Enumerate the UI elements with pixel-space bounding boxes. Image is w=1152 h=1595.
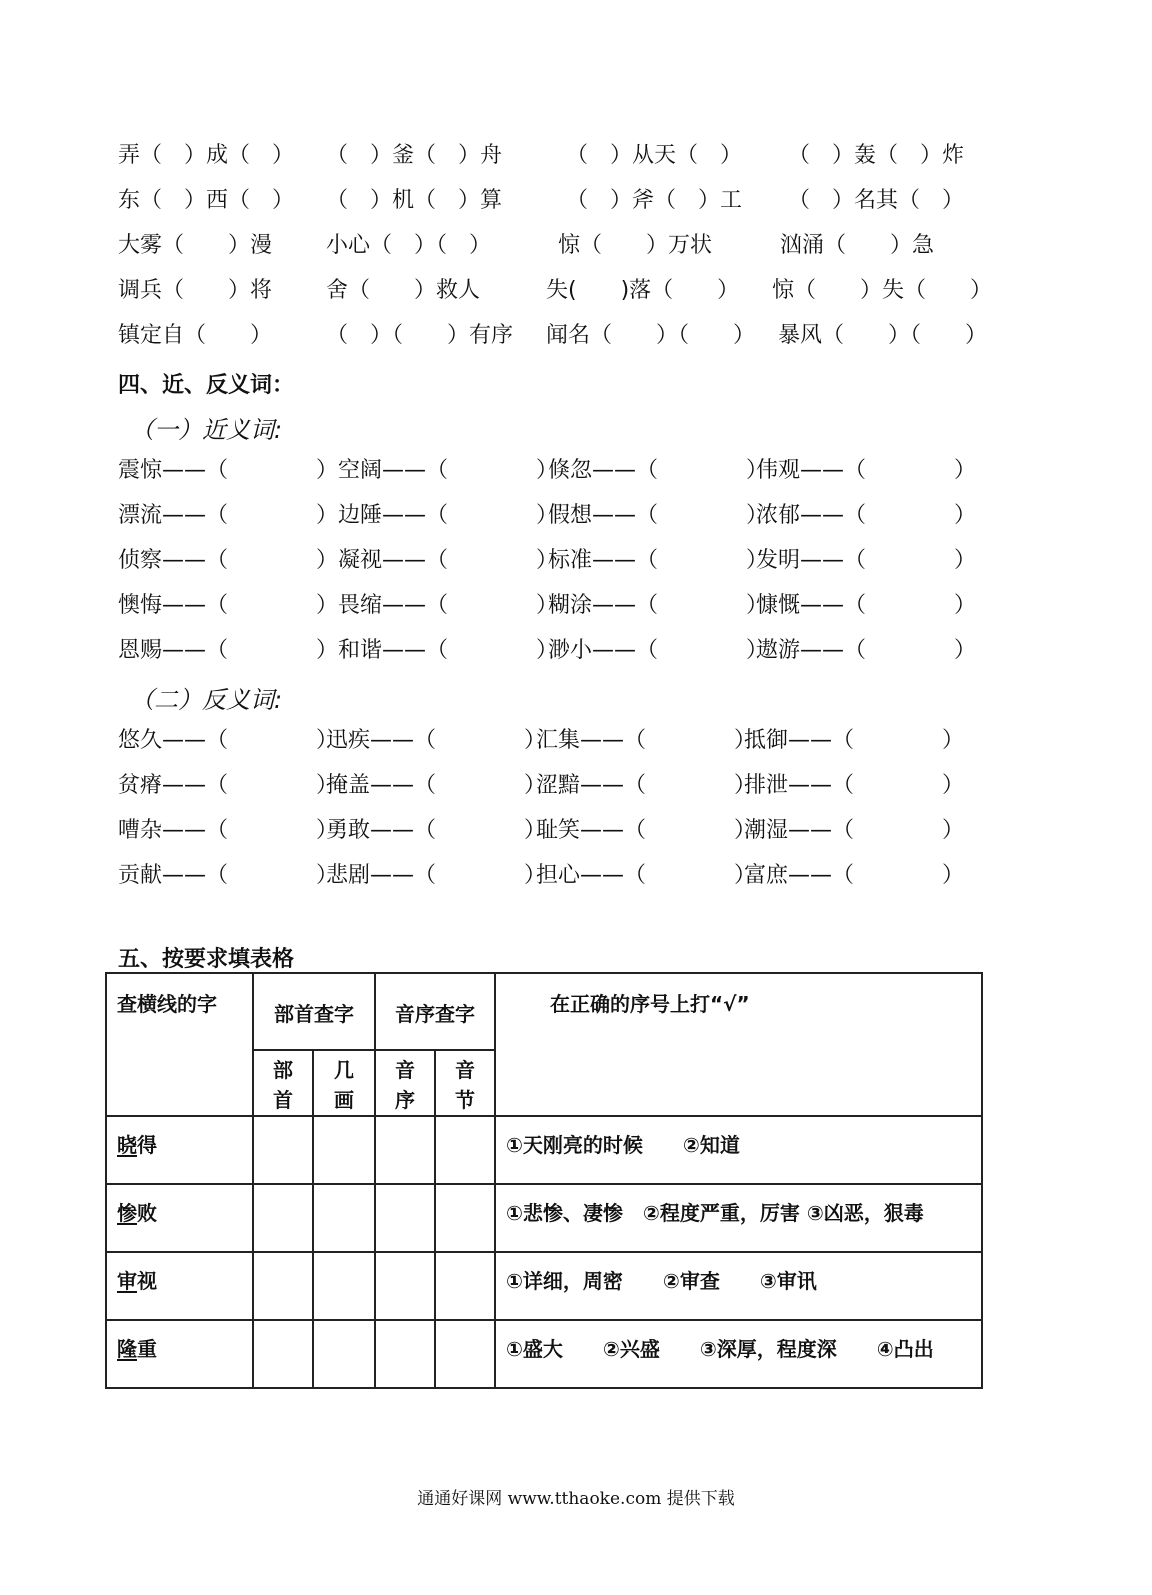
subheader-jihua: 几画 — [313, 1050, 375, 1116]
word-pair: 倏忽——（ ） — [548, 458, 769, 483]
idiom-item: （ ）轰（ ）炸 — [788, 143, 965, 168]
blank-cell[interactable] — [375, 1116, 435, 1184]
word-pair: 发明——（ ） — [756, 548, 977, 573]
idiom-item: 惊（ ）万状 — [558, 233, 713, 258]
word-pair: 空阔——（ ） — [338, 458, 559, 483]
idiom-row-2 — [118, 181, 965, 221]
idiom-item: 舍（ ）救人 — [326, 278, 481, 303]
idiom-item: 弄（ ）成（ ） — [118, 143, 295, 168]
header-phonetic: 音序查字 — [375, 973, 495, 1050]
idiom-item: （ ）釜（ ）舟 — [326, 143, 503, 168]
word-pair: 恩赐——（ ） — [118, 638, 339, 663]
word-pair: 贫瘠——（ ） — [118, 773, 339, 798]
row-meaning: ①盛大 ②兴盛 ③深厚，程度深 ④凸出 — [495, 1320, 982, 1388]
lookup-table — [105, 972, 983, 1389]
word-pair: 勇敢——（ ） — [326, 818, 547, 843]
idiom-item: 汹涌（ ）急 — [780, 233, 935, 258]
idiom-item: （ ）机（ ）算 — [326, 188, 503, 213]
blank-cell[interactable] — [313, 1320, 375, 1388]
idiom-item: 闻名（ ）（ ） — [546, 323, 756, 348]
section-5-title: 五、按要求填表格 — [118, 947, 295, 972]
word-pair: 耻笑——（ ） — [536, 818, 757, 843]
idiom-item: 调兵（ ）将 — [118, 278, 273, 303]
header-word: 查横线的字 — [106, 973, 253, 1116]
blank-cell[interactable] — [375, 1184, 435, 1252]
word-pair: 糊涂——（ ） — [548, 593, 769, 618]
row-meaning: ①悲惨、凄惨 ②程度严重，厉害 ③凶恶，狠毒 — [495, 1184, 982, 1252]
word-pair: 悠久——（ ） — [118, 728, 339, 753]
section-4-title: 四、近、反义词： — [118, 373, 295, 398]
word-pair: 嘈杂——（ ） — [118, 818, 339, 843]
idiom-item: 暴风（ ）（ ） — [778, 323, 988, 348]
word-pair: 涩黯——（ ） — [536, 773, 757, 798]
word-pair: 假想——（ ） — [548, 503, 769, 528]
blank-cell[interactable] — [253, 1252, 313, 1320]
word-pair: 贡献——（ ） — [118, 863, 339, 888]
table-row — [106, 1116, 982, 1184]
idiom-item: 大雾（ ）漫 — [118, 233, 273, 258]
word-pair: 担心——（ ） — [536, 863, 757, 888]
row-word: 惨败 — [106, 1184, 253, 1252]
blank-cell[interactable] — [313, 1116, 375, 1184]
idiom-item: 东（ ）西（ ） — [118, 188, 295, 213]
idiom-item: 惊（ ）失（ ） — [772, 278, 993, 303]
word-pair: 标准——（ ） — [548, 548, 769, 573]
blank-cell[interactable] — [375, 1320, 435, 1388]
blank-cell[interactable] — [435, 1252, 495, 1320]
row-word: 审视 — [106, 1252, 253, 1320]
blank-cell[interactable] — [375, 1252, 435, 1320]
word-pair: 漂流——（ ） — [118, 503, 339, 528]
word-pair: 遨游——（ ） — [756, 638, 977, 663]
word-pair: 悲剧——（ ） — [326, 863, 547, 888]
table-row — [106, 1184, 982, 1252]
word-pair: 掩盖——（ ） — [326, 773, 547, 798]
blank-cell[interactable] — [313, 1184, 375, 1252]
subheader-yinxu: 音序 — [375, 1050, 435, 1116]
word-pair: 渺小——（ ） — [548, 638, 769, 663]
blank-cell[interactable] — [435, 1184, 495, 1252]
blank-cell[interactable] — [435, 1320, 495, 1388]
idiom-item: （ ）从天（ ） — [566, 143, 743, 168]
word-pair: 和谐——（ ） — [338, 638, 559, 663]
blank-cell[interactable] — [435, 1116, 495, 1184]
word-pair: 迅疾——（ ） — [326, 728, 547, 753]
word-pair: 浓郁——（ ） — [756, 503, 977, 528]
row-word: 隆重 — [106, 1320, 253, 1388]
table-row — [106, 1320, 982, 1388]
idiom-item: （ ）名其（ ） — [788, 188, 965, 213]
idiom-row-4 — [118, 271, 993, 311]
footer-credit: 通通好课网 www.tthaoke.com 提供下载 — [417, 1489, 735, 1509]
word-pair: 排泄——（ ） — [744, 773, 965, 798]
word-pair: 伟观——（ ） — [756, 458, 977, 483]
word-pair: 边陲——（ ） — [338, 503, 559, 528]
antonyms-subtitle: （二）反义词: — [130, 686, 283, 714]
idiom-row-3 — [118, 226, 935, 266]
idiom-item: 失( )落（ ） — [546, 278, 740, 303]
row-word: 晓得 — [106, 1116, 253, 1184]
row-meaning: ①详细，周密 ②审查 ③审讯 — [495, 1252, 982, 1320]
word-pair: 汇集——（ ） — [536, 728, 757, 753]
word-pair: 富庶——（ ） — [744, 863, 965, 888]
idiom-item: 小心（ ）（ ） — [326, 233, 492, 258]
word-pair: 震惊——（ ） — [118, 458, 339, 483]
word-pair: 慷慨——（ ） — [756, 593, 977, 618]
blank-cell[interactable] — [253, 1184, 313, 1252]
subheader-yinjie: 音节 — [435, 1050, 495, 1116]
blank-cell[interactable] — [253, 1320, 313, 1388]
idiom-row-1 — [118, 136, 965, 176]
synonyms-subtitle: （一）近义词: — [130, 416, 283, 444]
subheader-bushou: 部首 — [253, 1050, 313, 1116]
word-pair: 抵御——（ ） — [744, 728, 965, 753]
word-pair: 凝视——（ ） — [338, 548, 559, 573]
row-meaning: ①天刚亮的时候 ②知道 — [495, 1116, 982, 1184]
idiom-row-5 — [118, 316, 988, 356]
header-meaning: 在正确的序号上打“√” — [495, 973, 982, 1116]
idiom-item: 镇定自（ ） — [118, 323, 273, 348]
word-pair: 畏缩——（ ） — [338, 593, 559, 618]
word-pair: 潮湿——（ ） — [744, 818, 965, 843]
header-radical: 部首查字 — [253, 973, 375, 1050]
idiom-item: （ ）斧（ ）工 — [566, 188, 743, 213]
table-row — [106, 1252, 982, 1320]
blank-cell[interactable] — [253, 1116, 313, 1184]
blank-cell[interactable] — [313, 1252, 375, 1320]
idiom-item: （ ）（ ）有序 — [326, 323, 514, 348]
word-pair: 懊悔——（ ） — [118, 593, 339, 618]
word-pair: 侦察——（ ） — [118, 548, 339, 573]
